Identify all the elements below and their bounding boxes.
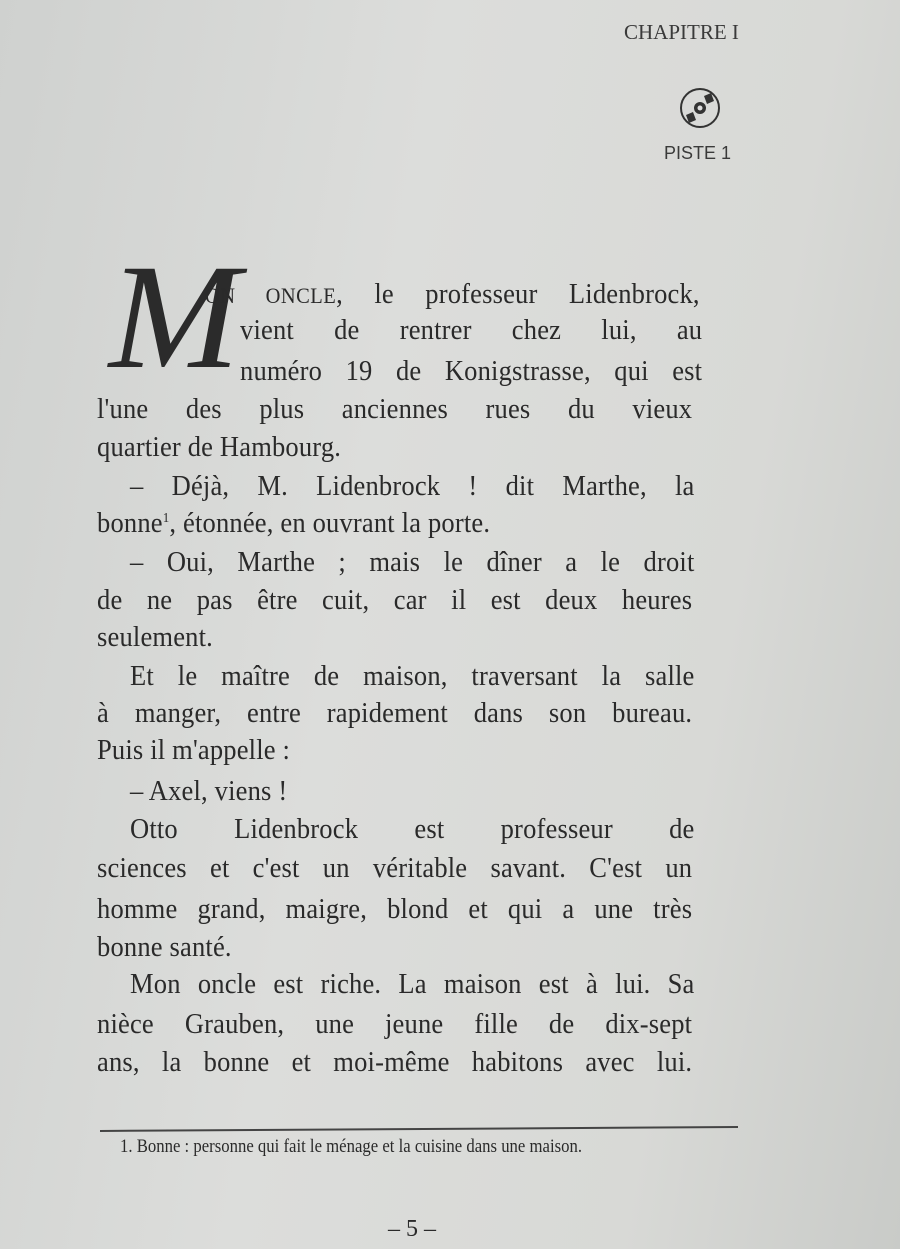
footnote: 1. Bonne : personne qui fait le ménage et la cuisine dans une maison. [120, 1136, 582, 1157]
text-line: Puis il m'appelle : [97, 735, 291, 766]
text-line: homme grand, maigre, blond et qui a une très [97, 894, 693, 925]
text-span: bonne [97, 508, 163, 539]
text-line: bonne santé. [97, 932, 232, 963]
track-label: PISTE 1 [664, 143, 732, 163]
text-span: , le professeur Lidenbrock, [336, 279, 700, 310]
footnote-ref: 1 [162, 511, 170, 526]
footnote-divider [100, 1126, 738, 1131]
text-line: numéro 19 de Konigstrasse, qui est [240, 356, 703, 387]
chapter-heading: CHAPITRE I [624, 20, 739, 44]
text-span: , étonnée, en ouvrant la porte. [169, 508, 491, 539]
text-line: quartier de Hambourg. [97, 432, 342, 463]
text-line: Et le maître de maison, traversant la salle [130, 661, 695, 692]
text-line: – Axel, viens ! [130, 776, 288, 807]
small-caps-opening: ON ONCLE [205, 283, 337, 308]
text-line: vient de rentrer chez lui, au [240, 315, 703, 346]
text-line: Mon oncle est riche. La maison est à lui. Sa [130, 969, 695, 1000]
text-line [205, 278, 700, 313]
text-line: seulement. [97, 622, 213, 653]
page-number: – 5 – [388, 1216, 436, 1242]
text-line: – Oui, Marthe ; mais le dîner a le droit [130, 547, 695, 578]
text-line: nièce Grauben, une jeune fille de dix-sept [97, 1009, 693, 1040]
text-line: sciences et c'est un véritable savant. C'est un [97, 853, 693, 884]
text-line: de ne pas être cuit, car il est deux heures [97, 585, 693, 616]
text-line [97, 507, 692, 541]
cd-icon [678, 86, 722, 130]
drop-cap: M [108, 234, 241, 400]
text-line: – Déjà, M. Lidenbrock ! dit Marthe, la [130, 471, 695, 502]
text-line: ans, la bonne et moi-même habitons avec lui. [97, 1047, 693, 1078]
text-line: Otto Lidenbrock est professeur de [130, 814, 695, 845]
text-line: à manger, entre rapidement dans son bureau. [97, 698, 693, 729]
text-line: l'une des plus anciennes rues du vieux [97, 394, 693, 425]
